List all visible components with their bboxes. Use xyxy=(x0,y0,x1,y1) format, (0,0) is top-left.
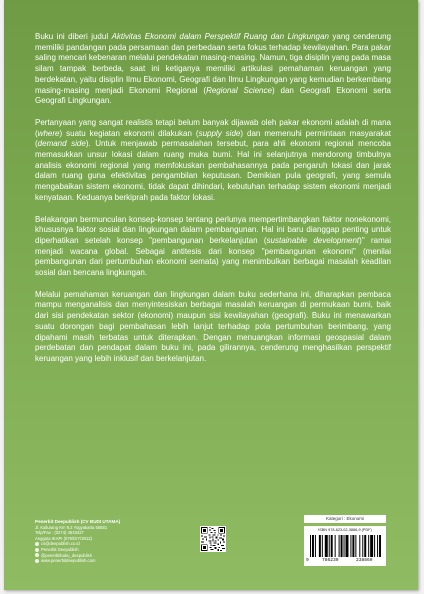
paragraph-3: Belakangan bermunculan konsep-konsep tentang perlunya mempertimbangkan faktor nonekonomi, khususnya faktor sosial dan lingkungan dalam pembangunan. Hal ini baru dianggap penting untuk diperhatikan setelah konsep "pembangunan berkelanjutan (sustainable development)" ramai menjadi wacana global. Sebagai antitesis dari konsep "pembangunan ekonomi" (menilai pembangunan dari pertumbuhan ekonomi semata) yang menimbulkan berbagai masalah keadilan sosial dan bencana lingkungan. xyxy=(35,214,391,278)
barcode-digits-right: 238869 xyxy=(356,558,373,563)
instagram-icon xyxy=(35,553,39,557)
blurb-text xyxy=(35,32,391,376)
publisher-social1: Penerbit Deepublish xyxy=(41,546,79,552)
barcode xyxy=(304,526,386,566)
publisher-member: Anggota IKAPI (076/DIY/2012) xyxy=(35,535,93,541)
back-cover xyxy=(4,0,418,590)
publisher-info xyxy=(35,519,185,564)
publisher-website-row xyxy=(35,558,185,564)
email-icon xyxy=(35,542,39,546)
publisher-website: www.penerbitdeepublish.com xyxy=(41,558,96,564)
publisher-social2: @penerbitbuku_deepublish xyxy=(41,552,93,558)
publisher-email: cs@deepublish.co.id xyxy=(41,541,80,547)
isbn-text: ISBN 978-623-02-3886-9 (PDF) xyxy=(318,528,372,532)
paragraph-2: Pertanyaan yang sangat realistis tetapi belum banyak dijawab oleh pakar ekonomi adalah di mana (where) suatu kegiatan ekonomi dilakukan (supply side) dan memenuhi permintaan masyarakat (demand side). Untuk menjawab permasalahan tersebut, para ahli ekonomi regional mencoba memasukkan unsur lokasi dalam ruang muka bumi. Hal ini selanjutnya mendorong timbulnya analisis ekonomi regional yang memfokuskan pembahasannya pada pengaruh lokasi dan jarak dalam ruang guna efektivitas pengambilan keputusan. Demikian pula geografi, yang semula mengabaikan sistem ekonomi, tidak dapat dihindari, kebutuhan terhadap sistem ekonomi menjadi kenyataan. Keduanya berkiprah pada faktor lokasi. xyxy=(35,117,391,202)
globe-icon xyxy=(35,559,39,563)
publisher-address: Jl. Kaliurang Km 9,3 Yogyakarta 55581 xyxy=(35,524,108,530)
paragraph-4: Melalui pemahaman keruangan dan lingkungan dalam buku sederhana ini, diharapkan pembaca mampu menganalisis dan menyintesiskan berbagai masalah keruangan di permukaan bumi, baik dari sisi pendekatan sektor (ekonomi) maupun sisi kewilayahan (geografi). Buku ini menawarkan suatu dorongan bagi pembahasan lebih lanjut terhadap pola pertumbuhan berimbang, yang dipahami masih terbatas untuk diterapkan. Dengan menuangkan informasi geospasial dalam perdebatan dan pendapat dalam buku ini, pada gilirannya, cenderung menghasilkan perspektif keruangan yang lebih inklusif dan berkelanjutan. xyxy=(35,289,391,363)
qr-code-icon xyxy=(200,526,226,552)
barcode-digits-left: 786230 xyxy=(322,558,339,563)
paragraph-1: Buku ini diberi judul Aktivitas Ekonomi dalam Perspektif Ruang dan Lingkungan yang cenderung memiliki pandangan pada persamaan dan perbedaan serta fokus terhadap kewilayahan. Para pakar saling mencari kebenaran melalui pendekatan masing-masing. Namun, tiga disiplin yang pada masa silam tampak berbeda, saat ini ketiganya memiliki artikulasi pemahaman keruangan yang berdekatan, yaitu disiplin Ilmu Ekonomi, Geografi dan Ilmu Lingkungan yang kemudian berkembang masing-masing menjadi Ekonomi Regional (Regional Science) dan Geografi Ekonomi serta Geografi Lingkungan. xyxy=(35,32,392,106)
publisher-name: Penerbit Deepublish (CV BUDI UTAMA) xyxy=(35,519,121,524)
barcode-digit-first: 9 xyxy=(306,558,309,563)
category-label: Kategori : Ekonomi xyxy=(304,515,386,523)
facebook-icon xyxy=(35,548,39,552)
publisher-phone: Telp/Fax : (0274) 4533427 xyxy=(35,530,84,536)
barcode-bars xyxy=(310,535,382,557)
